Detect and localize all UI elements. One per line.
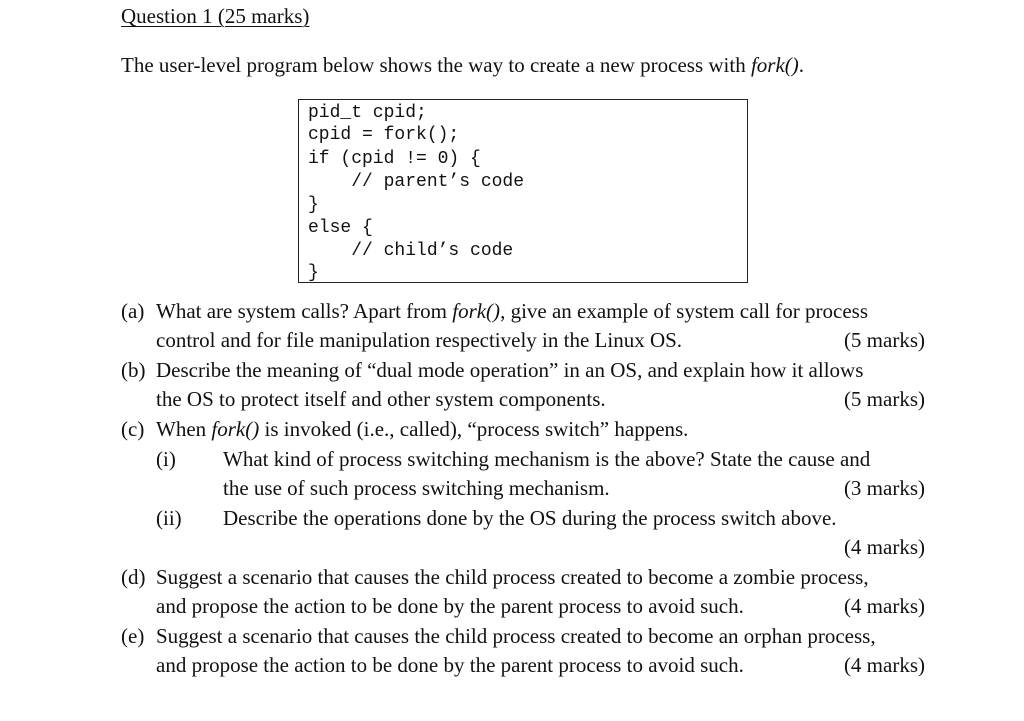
question-c-text: When xyxy=(156,417,212,441)
question-a-line1 xyxy=(156,298,868,324)
question-c-label: (c) xyxy=(121,417,145,441)
question-c-text-end: is invoked (i.e., called), “process switch” happens. xyxy=(259,417,689,441)
question-c-ii-marks: (4 marks) xyxy=(843,535,925,559)
question-c-ii-label: (ii) xyxy=(156,506,182,530)
question-a-label: (a) xyxy=(121,299,145,323)
question-e-label: (e) xyxy=(121,624,145,648)
question-a-marks: (5 marks) xyxy=(843,328,925,352)
intro-end: . xyxy=(798,53,805,77)
code-line: cpid = fork(); xyxy=(308,125,460,145)
question-c-func: fork() xyxy=(211,417,260,441)
code-line: else { xyxy=(308,218,373,238)
question-a-text: What are system calls? Apart from xyxy=(156,299,453,323)
intro-text: The user-level program below shows the way to create a new process with xyxy=(121,53,751,77)
question-e-line2: and propose the action to be done by the parent process to avoid such. xyxy=(156,653,744,677)
question-c-line1 xyxy=(156,416,688,442)
code-line: // parent’s code xyxy=(308,172,525,192)
intro-paragraph xyxy=(121,53,804,78)
question-a-func: fork() xyxy=(452,299,501,323)
code-line: } xyxy=(308,195,319,215)
question-a-text-end: , give an example of system call for process xyxy=(500,299,869,323)
question-a-line2: control and for file manipulation respectively in the Linux OS. xyxy=(156,328,683,352)
question-d-marks: (4 marks) xyxy=(843,594,925,618)
question-c-i-line2: the use of such process switching mechanism. xyxy=(223,476,610,500)
code-line: } xyxy=(308,263,319,283)
code-line: // child’s code xyxy=(308,241,514,261)
question-c-i-line1: What kind of process switching mechanism is the above? State the cause and xyxy=(223,447,871,471)
question-c-i-label: (i) xyxy=(156,447,176,471)
question-c-ii-line1: Describe the operations done by the OS during the process switch above. xyxy=(223,506,837,530)
question-d-label: (d) xyxy=(121,565,146,589)
code-line: pid_t cpid; xyxy=(308,103,427,123)
question-c-i-marks: (3 marks) xyxy=(843,476,925,500)
question-title: Question 1 (25 marks) xyxy=(121,4,310,28)
code-block xyxy=(298,99,748,283)
question-e-marks: (4 marks) xyxy=(843,653,925,677)
question-d-line2: and propose the action to be done by the parent process to avoid such. xyxy=(156,594,744,618)
intro-func: fork() xyxy=(750,53,799,77)
code-line: if (cpid != 0) { xyxy=(308,149,481,169)
question-d-line1: Suggest a scenario that causes the child process created to become a zombie process, xyxy=(156,565,869,589)
question-b-line1: Describe the meaning of “dual mode operation” in an OS, and explain how it allows xyxy=(156,358,864,382)
question-b-marks: (5 marks) xyxy=(843,387,925,411)
question-b-label: (b) xyxy=(121,358,146,382)
question-b-line2: the OS to protect itself and other system components. xyxy=(156,387,606,411)
question-e-line1: Suggest a scenario that causes the child process created to become an orphan process, xyxy=(156,624,876,648)
